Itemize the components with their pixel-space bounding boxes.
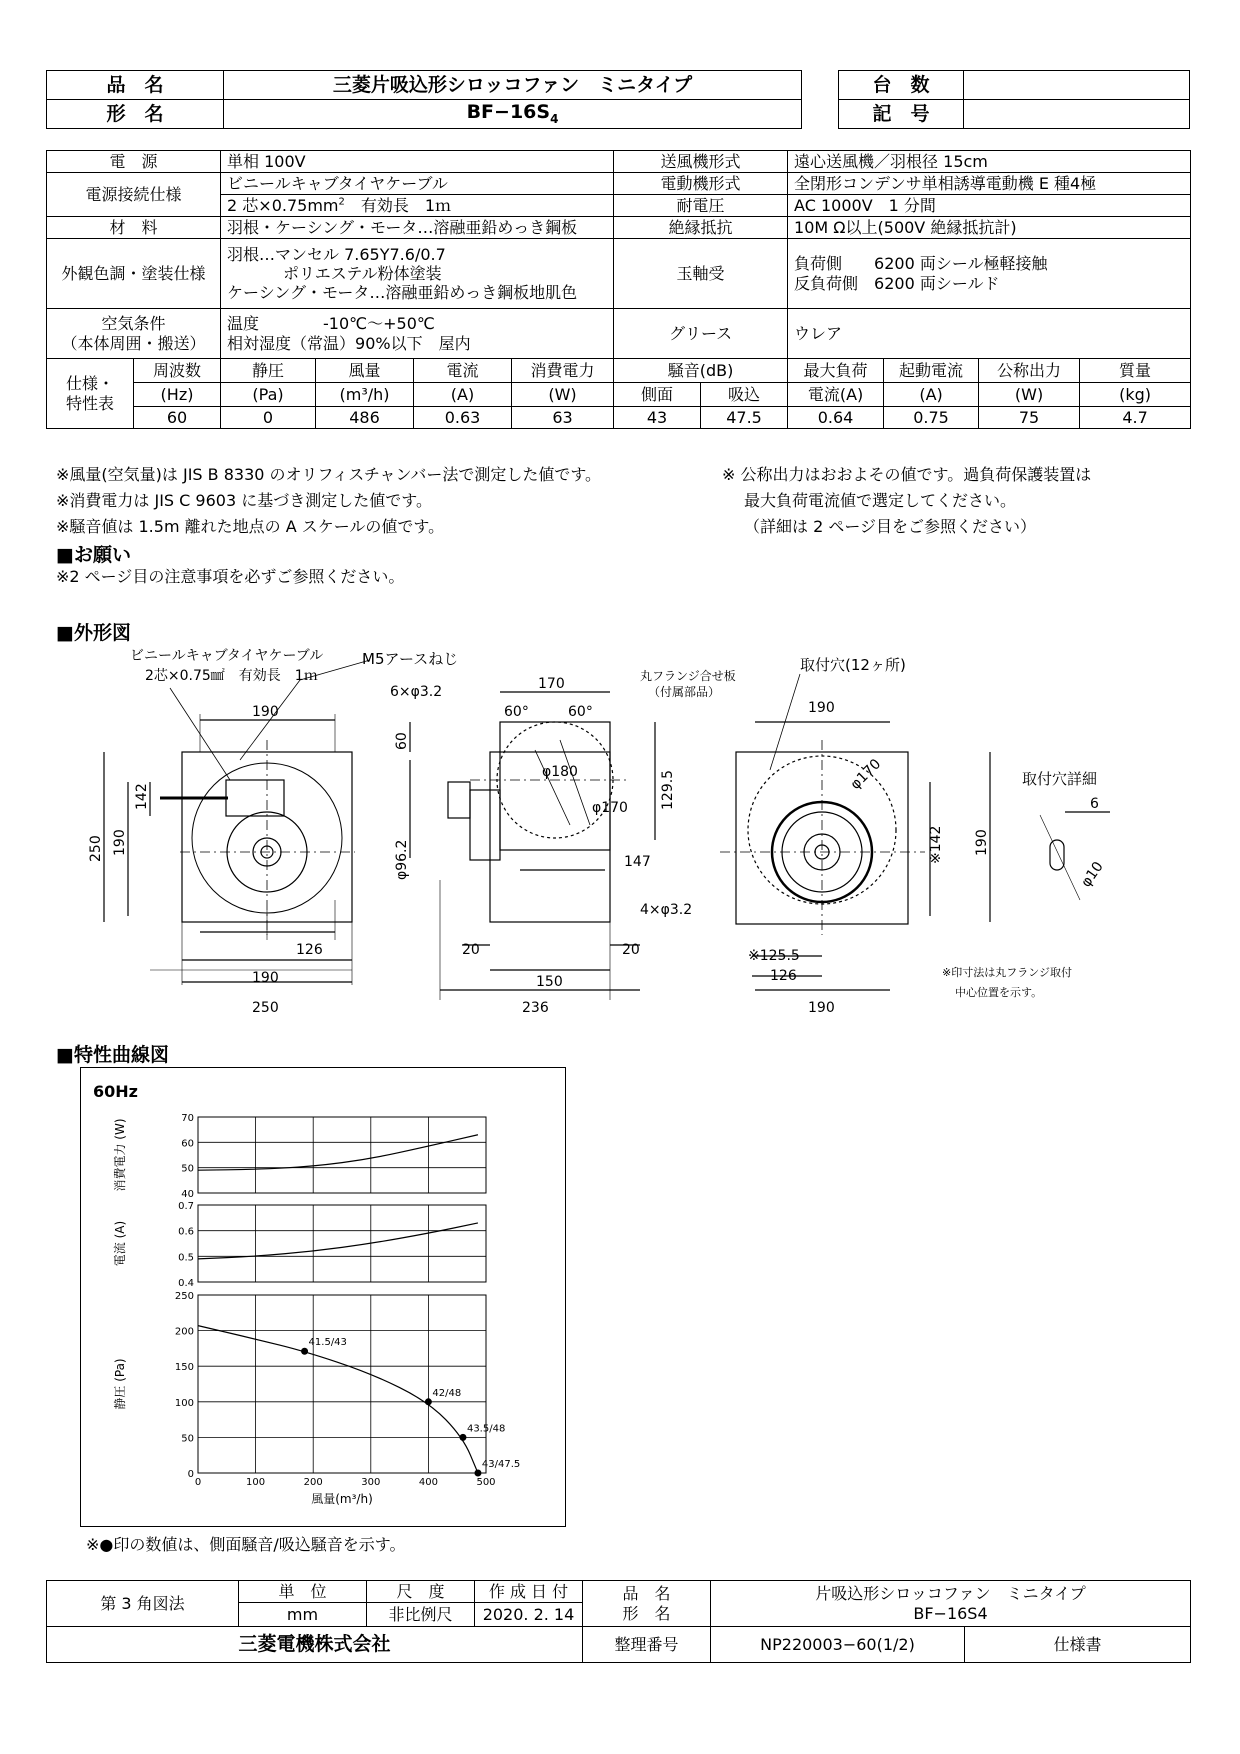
name-label: 品 名 [47, 71, 224, 100]
panel-frame-2 [198, 1295, 486, 1473]
air-value [221, 309, 614, 359]
lbl-earth: M5アースねじ [362, 650, 459, 668]
dim-190d: 190 [974, 829, 990, 856]
dim-190c: 190 [808, 700, 835, 716]
dim-126b: 126 [770, 968, 797, 984]
lbl-note1: ※印寸法は丸フランジ取付 [942, 966, 1072, 979]
request-title: ■お願い [56, 544, 131, 566]
col-start-unit: (A) [884, 383, 979, 407]
lbl-cable1: ビニールキャブタイヤケーブル [130, 648, 324, 664]
note-r2: 最大負荷電流値で選定してください。 [744, 491, 1017, 510]
bearing-label: 玉軸受 [614, 239, 788, 309]
scale-value: 非比例尺 [367, 1603, 475, 1627]
insul-label: 絶縁抵抗 [614, 217, 788, 239]
unit-label: 単 位 [239, 1581, 367, 1603]
val-noise-side: 43 [614, 407, 701, 429]
y-label-1: 電流 (A) [113, 1220, 127, 1267]
col-pow: 消費電力 [512, 359, 614, 383]
date-label: 作 成 日 付 [475, 1581, 583, 1603]
blower-value: 遠心送風機／羽根径 15cm [788, 151, 1191, 173]
conn-value1: ビニールキャブタイヤケーブル [221, 173, 614, 195]
dim-20a: 20 [462, 942, 480, 958]
grease-value: ウレア [788, 309, 1191, 359]
doc-type: 仕様書 [965, 1627, 1191, 1663]
val-max: 0.64 [788, 407, 884, 429]
col-mass-unit: (kg) [1080, 383, 1191, 407]
model-sub: 4 [550, 112, 559, 127]
val-freq: 60 [134, 407, 221, 429]
dim-1255: ※125.5 [748, 948, 800, 964]
chart-title: ■特性曲線図 [56, 1044, 169, 1066]
footer-table [46, 1580, 1191, 1663]
val-mass: 4.7 [1080, 407, 1191, 429]
col-freq-unit: (Hz) [134, 383, 221, 407]
lbl-holes6: 6×φ3.2 [390, 684, 443, 700]
y-tick-0-1: 50 [181, 1163, 194, 1175]
notes-left [56, 462, 601, 540]
dim-1295: 129.5 [660, 769, 676, 810]
col-flow-unit: (m³/h) [316, 383, 414, 407]
y-tick-1-0: 0.4 [178, 1278, 194, 1289]
dim-170: 170 [538, 676, 565, 692]
model-main: BF−16S [466, 101, 551, 124]
material-label: 材 料 [47, 217, 221, 239]
sp-point-3 [474, 1470, 481, 1477]
panel-frame-1 [198, 1205, 486, 1282]
conn-value2-sup: 2 [338, 196, 345, 208]
dim-147: 147 [624, 854, 651, 870]
sp-point-label-1: 42/48 [432, 1387, 462, 1399]
y-label-2: 静圧 (Pa) [113, 1358, 127, 1410]
chart-caption: ※●印の数値は、側面騒音/吸込騒音を示す。 [86, 1535, 406, 1554]
grease-label: グリース [614, 309, 788, 359]
footer-name-value: 片吸込形シロッコファン ミニタイプ [815, 1584, 1086, 1604]
lbl-flange1: 丸フランジ合せ板 [640, 669, 736, 683]
color-value1: 羽根…マンセル 7.65Y7.6/0.7 [227, 244, 446, 264]
spec-table [46, 150, 1191, 429]
col-flow: 風量 [316, 359, 414, 383]
scale-label: 尺 度 [367, 1581, 475, 1603]
col-max1: 最大負荷 [788, 359, 884, 383]
val-out: 75 [979, 407, 1080, 429]
company: 三菱電機株式会社 [47, 1627, 583, 1663]
dim-20b: 20 [622, 942, 640, 958]
y-tick-2-2: 100 [174, 1397, 194, 1409]
qty-label: 台 数 [839, 71, 964, 100]
doc-label: 整理番号 [583, 1627, 711, 1663]
model-value [224, 100, 802, 129]
method: 第 3 角図法 [47, 1581, 239, 1627]
dim-60deg-a: 60° [504, 704, 529, 720]
char-label1: 仕様・ [65, 374, 114, 394]
col-noise: 騒音(dB) [614, 359, 788, 383]
col-pow-unit: (W) [512, 383, 614, 407]
dim-142v: 142 [134, 783, 150, 810]
x-label: 風量(m³/h) [311, 1492, 373, 1506]
dim-250h: 250 [252, 1000, 279, 1016]
x-tick-1: 100 [246, 1477, 266, 1488]
power-label: 電 源 [47, 151, 221, 173]
footer-labels [583, 1581, 711, 1627]
characteristic-chart [80, 1067, 564, 1525]
footer-model-value: BF−16S4 [913, 1603, 988, 1623]
val-noise-suc: 47.5 [701, 407, 788, 429]
lbl-holes4: 4×φ3.2 [640, 902, 693, 918]
val-pow: 63 [512, 407, 614, 429]
char-label2: 特性表 [65, 393, 114, 413]
conn-value2-tail: 有効長 1ｍ [344, 195, 452, 215]
col-mass: 質量 [1080, 359, 1191, 383]
val-sp: 0 [221, 407, 316, 429]
air-value1: 温度 -10℃〜+50℃ [227, 314, 435, 334]
series-line-0 [198, 1135, 478, 1170]
y-tick-1-1: 0.5 [178, 1252, 194, 1264]
chart-freq-label: 60Hz [93, 1082, 138, 1101]
motor-label: 電動機形式 [614, 173, 788, 195]
conn-label: 電源接続仕様 [47, 173, 221, 217]
rear-view-box [736, 752, 908, 924]
front-view-box [182, 752, 352, 922]
y-tick-1-2: 0.6 [178, 1226, 194, 1238]
dim-phi170: φ170 [592, 800, 628, 816]
sp-point-0 [301, 1348, 308, 1355]
material-value: 羽根・ケーシング・モータ…溶融亜鉛めっき鋼板 [221, 217, 614, 239]
air-label1: 空気条件 [101, 314, 166, 334]
series-line-1 [198, 1223, 478, 1259]
x-tick-4: 400 [418, 1477, 438, 1488]
insul-value: 10M Ω以上(500V 絶縁抵抗計) [788, 217, 1191, 239]
panel-frame-0 [198, 1117, 486, 1193]
lbl-detail: 取付穴詳細 [1022, 770, 1098, 788]
side-view-ring [500, 722, 610, 850]
y-tick-0-3: 70 [181, 1113, 194, 1124]
note-r1: ※ 公称出力はおおよその値です。過負荷保護装置は [722, 465, 1092, 484]
x-tick-2: 200 [303, 1477, 323, 1488]
y-tick-2-5: 250 [174, 1291, 194, 1302]
dim-phi180: φ180 [542, 764, 578, 780]
dim-6: 6 [1090, 796, 1099, 812]
lbl-flange2: （付属部品） [648, 685, 721, 699]
col-out-unit: (W) [979, 383, 1080, 407]
dim-250v: 250 [88, 835, 104, 862]
bearing-value [788, 239, 1191, 309]
dim-60v: 60 [394, 732, 410, 750]
request-text: ※2 ページ目の注意事項を必ずご参照ください。 [56, 567, 405, 586]
air-label2: （本体周囲・搬送） [61, 333, 206, 353]
note-r3: （詳細は 2 ページ目をご参照ください） [744, 517, 1037, 536]
mark-value [964, 100, 1190, 129]
air-label [47, 309, 221, 359]
sp-point-1 [425, 1398, 432, 1405]
col-noise-suc: 吸込 [701, 383, 788, 407]
sp-point-2 [459, 1434, 466, 1441]
unit-value: mm [239, 1603, 367, 1627]
col-freq: 周波数 [134, 359, 221, 383]
motor-value: 全閉形コンデンサ単相誘導電動機 E 種4極 [788, 173, 1191, 195]
dim-190a: 190 [252, 704, 279, 720]
dim-phi10: φ10 [1078, 858, 1107, 891]
col-noise-side: 側面 [614, 383, 701, 407]
conn-value2 [221, 195, 614, 217]
x-tick-3: 300 [361, 1477, 381, 1488]
qty-value [964, 71, 1190, 100]
power-value: 単相 100V [221, 151, 614, 173]
dim-126a: 126 [296, 942, 323, 958]
lbl-note2: 中心位置を示す。 [955, 986, 1043, 999]
sp-point-label-3: 43/47.5 [481, 1459, 521, 1470]
date-value: 2020. 2. 14 [475, 1603, 583, 1627]
col-start: 起動電流 [884, 359, 979, 383]
val-flow: 486 [316, 407, 414, 429]
bearing-value2: 反負荷側 6200 両シールド [794, 273, 1000, 293]
footer-name-label: 品 名 [622, 1584, 671, 1604]
color-value2: ポリエステル粉体塗装 [283, 263, 442, 283]
dim-190b: 190 [252, 970, 279, 986]
dim-190v: 190 [112, 829, 128, 856]
bearing-value1: 負荷側 6200 両シール極軽接触 [794, 254, 1048, 274]
drawing-title: ■外形図 [56, 622, 131, 644]
char-label [47, 359, 134, 429]
outline-drawing [0, 640, 1240, 1040]
dim-142s: ※142 [928, 825, 944, 864]
col-sp: 静圧 [221, 359, 316, 383]
y-tick-2-1: 50 [181, 1433, 194, 1445]
mark-label: 記 号 [839, 100, 964, 129]
conn-value2-main: 2 芯×0.75mm [227, 195, 339, 215]
color-label: 外観色調・塗装仕様 [47, 239, 221, 309]
dim-phi170b: φ170 [847, 756, 885, 793]
y-tick-0-0: 40 [181, 1189, 194, 1200]
note-2: ※消費電力は JIS C 9603 に基づき測定した値です。 [56, 491, 432, 510]
color-value3: ケーシング・モータ…溶融亜鉛めっき鋼板地肌色 [227, 283, 578, 303]
header-table [46, 70, 802, 129]
col-out: 公称出力 [979, 359, 1080, 383]
dim-150: 150 [536, 974, 563, 990]
voltage-label: 耐電圧 [614, 195, 788, 217]
lbl-cable2: 2芯×0.75㎟ 有効長 1ｍ [145, 668, 318, 684]
y-tick-0-2: 60 [181, 1138, 194, 1150]
note-1: ※風量(空気量)は JIS B 8330 のオリフィスチャンバー法で測定した値です。 [56, 465, 602, 484]
qty-table [838, 70, 1190, 129]
y-tick-2-0: 0 [187, 1469, 194, 1480]
col-cur: 電流 [414, 359, 512, 383]
lbl-mount: 取付穴(12ヶ所) [800, 656, 906, 674]
note-3: ※騒音値は 1.5m 離れた地点の A スケールの値です。 [56, 517, 445, 536]
color-value [221, 239, 614, 309]
dim-190e: 190 [808, 1000, 835, 1016]
x-tick-0: 0 [194, 1477, 202, 1488]
footer-model-label: 形 名 [622, 1603, 671, 1623]
y-tick-2-4: 200 [174, 1326, 194, 1338]
dim-phi962: φ96.2 [394, 839, 410, 880]
col-cur-unit: (A) [414, 383, 512, 407]
name-value: 三菱片吸込形シロッコファン ミニタイプ [224, 71, 802, 100]
sp-point-label-0: 41.5/43 [308, 1337, 347, 1349]
val-cur: 0.63 [414, 407, 512, 429]
air-value2: 相対湿度（常温）90%以下 屋内 [227, 333, 471, 353]
col-sp-unit: (Pa) [221, 383, 316, 407]
doc-value: NP220003−60(1/2) [711, 1627, 965, 1663]
notes-right [722, 462, 1091, 540]
model-label: 形 名 [47, 100, 224, 129]
col-max2: 電流(A) [788, 383, 884, 407]
y-tick-2-3: 150 [174, 1362, 194, 1374]
blower-label: 送風機形式 [614, 151, 788, 173]
dim-60deg-b: 60° [568, 704, 593, 720]
sp-point-label-2: 43.5/48 [466, 1423, 506, 1435]
voltage-value: AC 1000V 1 分間 [788, 195, 1191, 217]
y-tick-1-3: 0.7 [178, 1201, 194, 1212]
footer-values [711, 1581, 1191, 1627]
x-tick-5: 500 [476, 1477, 496, 1488]
dim-236: 236 [522, 1000, 549, 1016]
y-label-0: 消費電力 (W) [113, 1118, 127, 1192]
val-start: 0.75 [884, 407, 979, 429]
